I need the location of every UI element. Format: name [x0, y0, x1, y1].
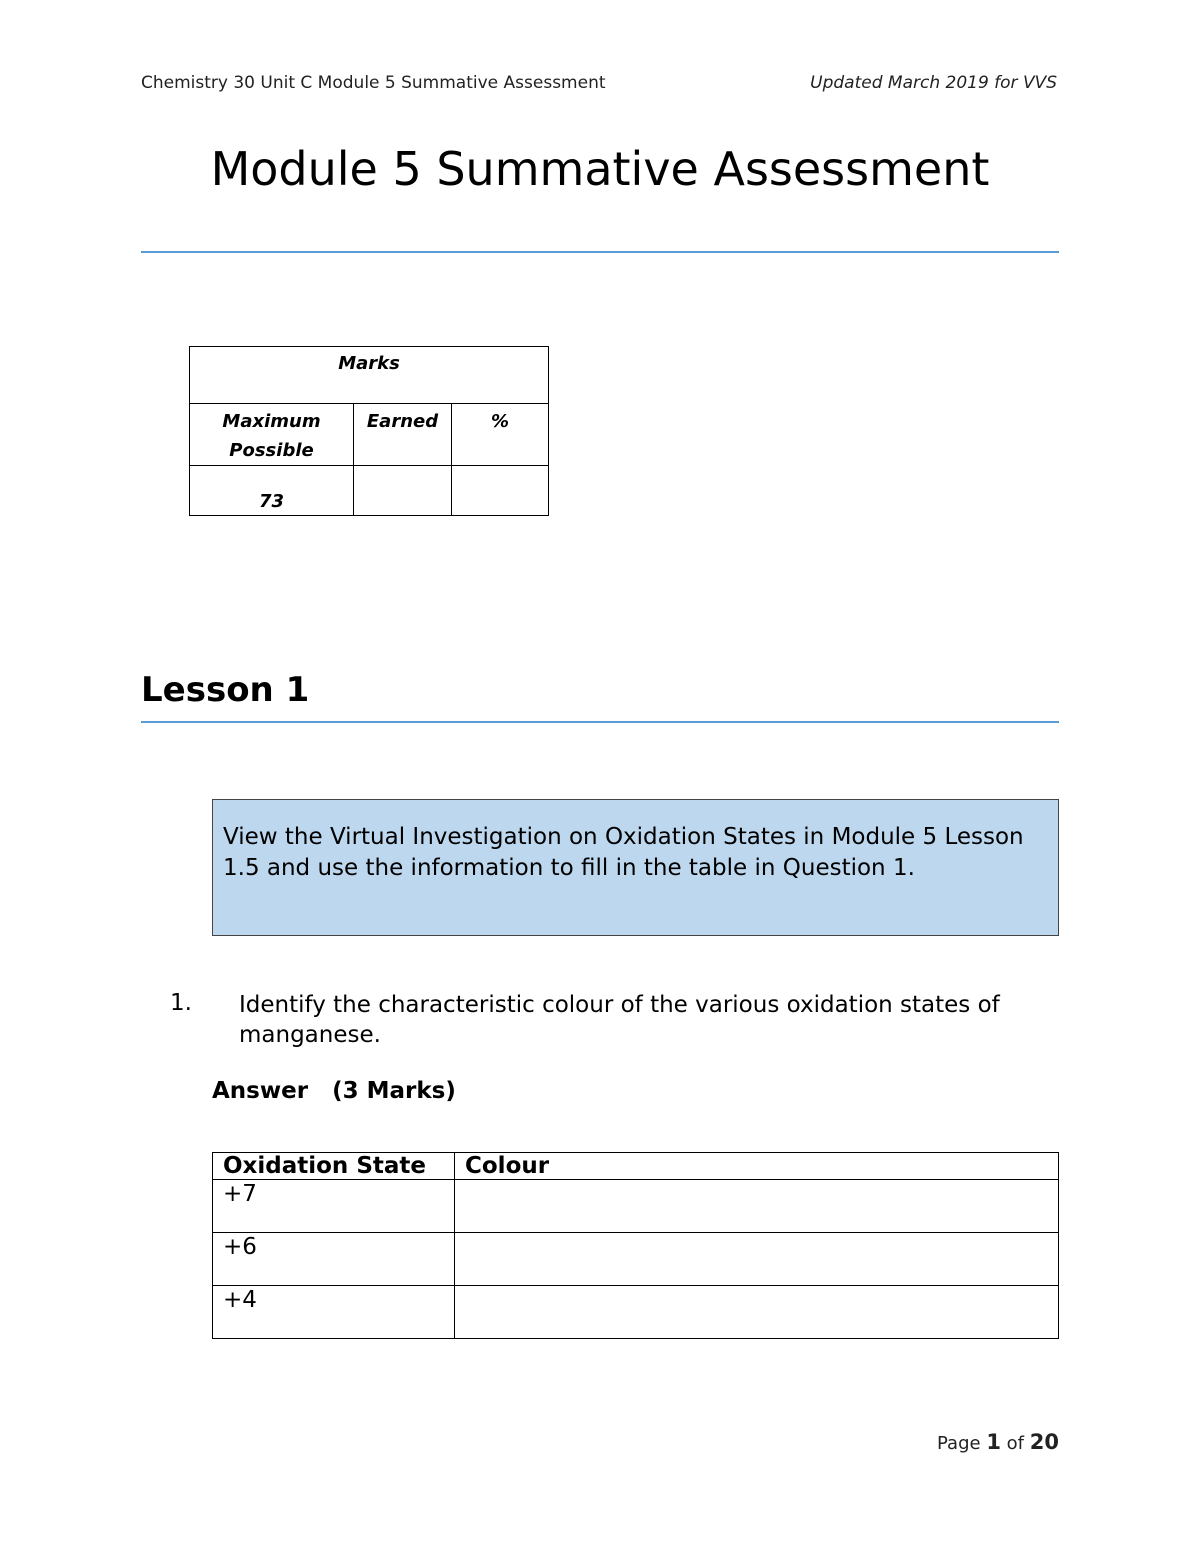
footer-page-word: Page	[937, 1433, 981, 1454]
answer-label: Answer	[212, 1078, 309, 1104]
oxidation-table	[212, 1152, 1059, 1339]
oxidation-header-colour: Colour	[455, 1153, 1059, 1180]
lesson-divider	[141, 721, 1059, 723]
marks-value-maximum: 73	[190, 466, 354, 516]
answer-heading	[212, 1078, 456, 1104]
page-title: Module 5 Summative Assessment	[210, 142, 990, 196]
marks-value-percent[interactable]	[452, 466, 549, 516]
marks-header-earned: Earned	[354, 404, 452, 466]
marks-table	[189, 346, 549, 516]
question-text: Identify the characteristic colour of the various oxidation states of manganese.	[239, 992, 1000, 1048]
title-divider	[141, 251, 1059, 253]
answer-marks: (3 Marks)	[332, 1078, 456, 1104]
table-row	[213, 1286, 1059, 1339]
marks-value-earned[interactable]	[354, 466, 452, 516]
oxidation-state-cell: +7	[213, 1180, 455, 1233]
table-row	[213, 1180, 1059, 1233]
oxidation-state-cell: +4	[213, 1286, 455, 1339]
footer-page-total: 20	[1029, 1430, 1059, 1454]
marks-header-maximum: Maximum Possible	[190, 404, 354, 466]
footer-page-number: 1	[986, 1430, 1001, 1454]
colour-answer-cell[interactable]	[455, 1180, 1059, 1233]
marks-header-percent: %	[452, 404, 549, 466]
header-left: Chemistry 30 Unit C Module 5 Summative Assessment	[141, 73, 606, 93]
info-box: View the Virtual Investigation on Oxidation States in Module 5 Lesson 1.5 and use the information to fill in the table in Question 1.	[212, 799, 1059, 936]
oxidation-state-cell: +6	[213, 1233, 455, 1286]
header-right: Updated March 2019 for VVS	[810, 73, 1057, 93]
table-row	[213, 1233, 1059, 1286]
oxidation-header-state: Oxidation State	[213, 1153, 455, 1180]
footer-of-word: of	[1006, 1433, 1025, 1454]
question-number: 1.	[170, 990, 192, 1016]
colour-answer-cell[interactable]	[455, 1233, 1059, 1286]
marks-caption: Marks	[190, 347, 549, 404]
page-footer	[937, 1430, 1059, 1454]
lesson-heading: Lesson 1	[141, 670, 310, 710]
colour-answer-cell[interactable]	[455, 1286, 1059, 1339]
